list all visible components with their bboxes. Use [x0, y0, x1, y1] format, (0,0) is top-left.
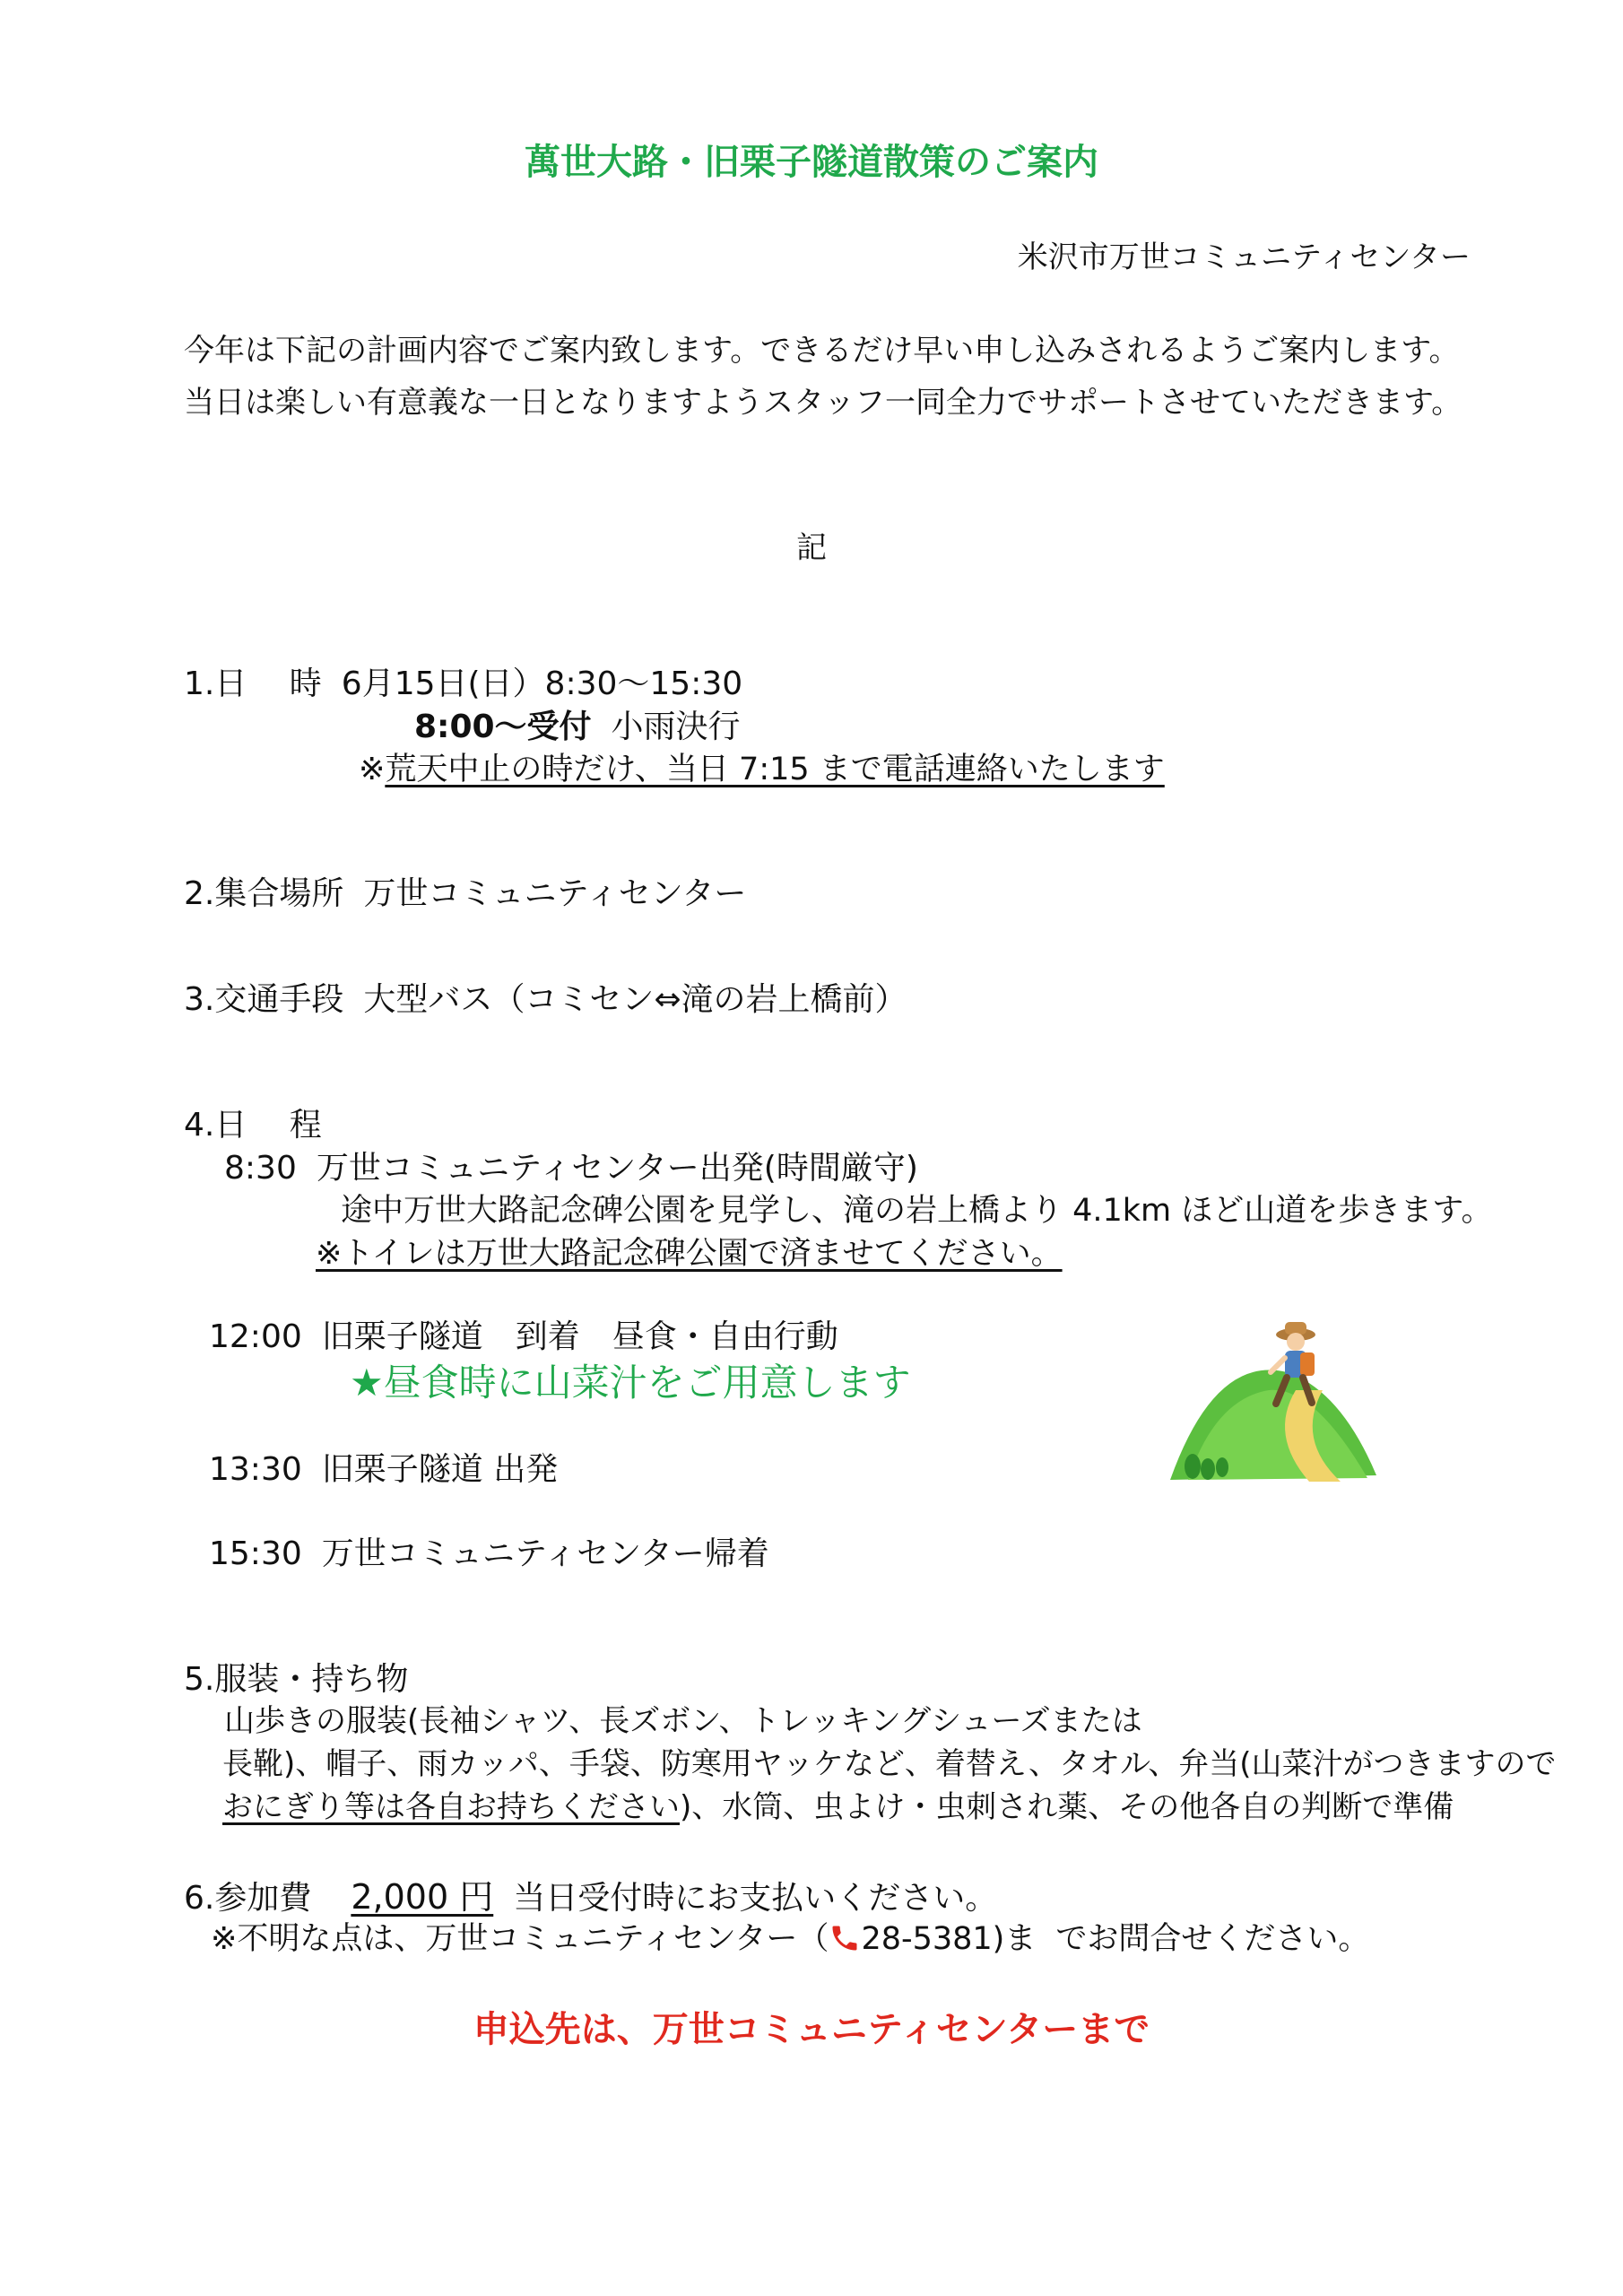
clothing-label: 5.服装・持ち物 [184, 1661, 409, 1698]
clothing-underlined: おにぎり等は各自お持ちください [222, 1789, 680, 1825]
schedule-time: 12:00 [209, 1318, 302, 1355]
meeting-value: 万世コミュニティセンター [363, 875, 747, 912]
clothing-line-2: 長靴)、帽子、雨カッパ、手袋、防寒用ヤッケなど、着替え、タオル、弁当(山菜汁がつきますので [222, 1746, 1557, 1782]
ki-heading: 記 [796, 530, 827, 566]
page-title: 萬世大路・旧栗子隧道散策のご案内 [525, 142, 1098, 183]
toilet-note: ※トイレは万世大路記念碑公園で済ませてください。 [316, 1236, 1063, 1272]
schedule-text: 旧栗子隧道 出発 [321, 1451, 559, 1488]
schedule-text: 万世コミュニティセンター出発(時間厳守) [316, 1150, 918, 1187]
schedule-text: 旧栗子隧道 到着 昼食・自由行動 [321, 1318, 838, 1355]
phone-number: 28-5381)ま [861, 1921, 1037, 1957]
transport-label: 3.交通手段 [184, 981, 344, 1018]
fee-payment: 当日受付時にお支払いください。 [513, 1880, 998, 1917]
schedule-time: 13:30 [209, 1451, 302, 1488]
transport-value: 大型バス（コミセン⇔滝の岩上橋前） [363, 981, 907, 1018]
section-datetime [184, 665, 742, 702]
schedule-time: 8:30 [224, 1150, 297, 1187]
fee-label: 6.参加費 [184, 1880, 312, 1917]
apply-note: 申込先は、万世コミュニティセンターまで [473, 2009, 1150, 2050]
schedule-time: 15:30 [209, 1535, 302, 1572]
intro-line-2: 当日は楽しい有意義な一日となりますようスタッフ一同全力でサポートさせていただきます。 [184, 385, 1462, 421]
cancel-mark: ※ [359, 752, 386, 787]
clothing-line-3 [222, 1790, 1454, 1825]
cancel-note-line [359, 752, 1165, 787]
schedule-label: 4.日 程 [184, 1107, 322, 1144]
reception-time: 8:00～受付 [414, 709, 592, 745]
section-fee [184, 1878, 997, 1918]
schedule-item-4 [209, 1535, 769, 1572]
datetime-label: 1.日 時 [184, 665, 322, 702]
schedule-detail: 途中万世大路記念碑公園を見学し、滝の岩上橋より 4.1km ほど山道を歩きます。 [341, 1193, 1493, 1229]
inquiry-prefix: ※不明な点は、万世コミュニティセンター（ [211, 1921, 829, 1957]
schedule-text: 万世コミュニティセンター帰着 [321, 1535, 769, 1572]
datetime-value: 6月15日(日）8:30～15:30 [341, 665, 743, 702]
section-transport [184, 981, 907, 1018]
schedule-item-1 [224, 1150, 918, 1187]
inquiry-suffix: でお問合せください。 [1055, 1921, 1370, 1957]
intro-line-1: 今年は下記の計画内容でご案内致します。できるだけ早い申し込みされるようご案内します。 [184, 333, 1460, 369]
clothing-line-1: 山歩きの服装(長袖シャツ、長ズボン、トレッキングシューズまたは [224, 1703, 1142, 1739]
inquiry-line [211, 1921, 1369, 1957]
clothing-rest: )、水筒、虫よけ・虫刺され薬、その他各自の判断で準備 [680, 1789, 1454, 1825]
phone-icon [829, 1922, 861, 1954]
hiker-illustration [1161, 1318, 1385, 1498]
lunch-note: ★昼食時に山菜汁をご用意します [350, 1361, 911, 1405]
reception-line [414, 709, 741, 745]
organizer: 米沢市万世コミュニティセンター [1017, 239, 1471, 275]
schedule-item-3 [209, 1451, 558, 1488]
cancel-note: 荒天中止の時だけ、当日 7:15 まで電話連絡いたします [385, 752, 1165, 787]
section-meeting [184, 875, 746, 912]
meeting-label: 2.集合場所 [184, 875, 344, 912]
fee-amount: 2,000 円 [351, 1877, 494, 1917]
schedule-item-2 [209, 1318, 838, 1355]
rain-note: 小雨決行 [611, 709, 741, 745]
